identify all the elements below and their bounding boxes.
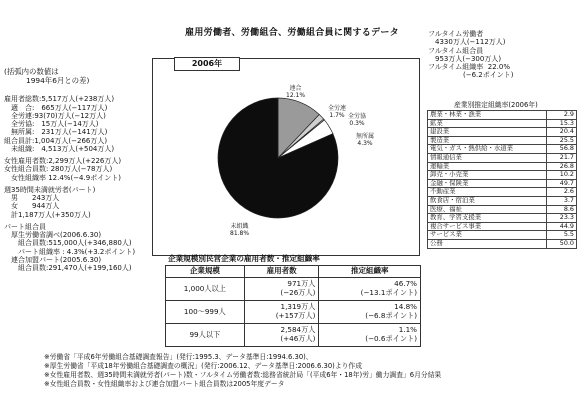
- fulltime-line: フルタイム組織率 22.0%: [428, 63, 510, 71]
- paren-note: (括弧内の数値は: [4, 67, 59, 76]
- industry-rate: 25.5: [546, 136, 576, 145]
- industry-rate: 49.7: [546, 179, 576, 188]
- employees-diff: (+157万人): [275, 310, 316, 320]
- pie-label: [348, 114, 366, 127]
- industry-name: 飲食店・宿泊業: [428, 196, 547, 205]
- left-line: 週35時間未満就労者(パート): [4, 185, 96, 194]
- industry-rate: 20.4: [546, 128, 576, 137]
- industry-row: [428, 196, 577, 205]
- industry-rate: 26.8: [546, 162, 576, 171]
- paren-note-date: 1994年6月との差): [26, 75, 90, 85]
- fulltime-line: フルタイム労働者: [428, 30, 484, 38]
- left-lines: [4, 95, 154, 272]
- industry-row: [428, 128, 577, 137]
- size-table-row: [166, 300, 421, 323]
- industry-row: [428, 214, 577, 223]
- industry-name: 鉱業: [428, 119, 547, 128]
- industry-name: 医療、福祉: [428, 205, 547, 214]
- org-rate-diff: (−13.1ポイント): [360, 287, 417, 297]
- pie-label: [230, 224, 249, 237]
- industry-name: 電気・ガス・熱供給・水道業: [428, 145, 547, 154]
- employees: [244, 300, 319, 323]
- fulltime-summary: [428, 30, 578, 80]
- left-line: 連合加盟パート(2005.6.30): [4, 255, 102, 264]
- fulltime-line: 4330万人(−112万人): [428, 38, 506, 47]
- size-table-row: [166, 277, 421, 300]
- footnotes: [44, 353, 441, 389]
- industry-table: [427, 110, 577, 249]
- industry-name: 複合サービス事業: [428, 222, 547, 231]
- pie-label-pct: 1.7%: [329, 111, 345, 119]
- footnote: ※女性組合員数・女性組織率および連合加盟パート組合員数は2005年度データ: [44, 379, 285, 388]
- footnote: ※労働省「平成6年労働組合基礎調査報告」(発行:1995.3、データ基準日:1994.6.30)、: [44, 353, 313, 361]
- org-rate: [319, 300, 421, 323]
- size-table: [165, 265, 421, 347]
- industry-rate: 2.6: [546, 188, 576, 197]
- pie-labels: [152, 58, 418, 254]
- industry-name: 教育、学習支援業: [428, 214, 547, 223]
- size-table-title: 企業規模別民営企業の雇用者数・推定組織率: [168, 254, 320, 263]
- size-table-header: 雇用者数: [244, 266, 319, 278]
- industry-name: 建設業: [428, 128, 547, 137]
- industry-row: [428, 171, 577, 180]
- fulltime-line: 953万人(−300万人): [428, 54, 502, 63]
- industry-name: 金融・保険業: [428, 179, 547, 188]
- size-table-header: 推定組織率: [319, 266, 421, 278]
- employees-value: 2,584万人: [280, 325, 316, 335]
- org-rate-diff: (−6.8ポイント): [365, 310, 417, 320]
- industry-row: [428, 231, 577, 240]
- page-title: 雇用労働者、労働組合、労働組合員に関するデータ: [185, 28, 399, 38]
- company-size: 99人以下: [166, 323, 245, 346]
- employees-value: 971万人: [287, 279, 316, 289]
- industry-rate: 3.7: [546, 196, 576, 205]
- left-line: パート組織率 : 4.3%(+3.2ポイント): [4, 247, 136, 256]
- industry-row: [428, 153, 577, 162]
- industry-rate: 56.8: [546, 145, 576, 154]
- left-line: 組合員数:515,000人(+346,880人): [4, 239, 132, 248]
- org-rate-diff: (−0.6ポイント): [365, 333, 417, 343]
- industry-rate: 8.6: [546, 205, 576, 214]
- org-rate: [319, 277, 421, 300]
- left-line: 組合員数:291,470人(+199,160人): [4, 264, 132, 273]
- industry-name: 運輸業: [428, 162, 547, 171]
- pie-label-name: 全労協: [348, 113, 367, 120]
- left-line: 全労協: 15万人(−14万人): [4, 120, 99, 129]
- industry-name: 製造業: [428, 136, 547, 145]
- left-summary: [4, 68, 154, 272]
- industry-name: 農業・林業・漁業: [428, 111, 547, 120]
- pie-label-pct: 12.1%: [286, 91, 306, 99]
- left-line: 女 944万人: [4, 202, 60, 211]
- industry-name: 不動産業: [428, 188, 547, 197]
- left-line: 女性組合員数: 280万人(−78万人): [4, 165, 113, 174]
- industry-rate: 10.2: [546, 171, 576, 180]
- footnote: ※女性雇用者数、週35時間未満就労者(パート)数・フルタイム労働者数:総務省統計局「(平成6年・18年)労」働力調査」6月分結果: [44, 370, 442, 379]
- left-line: 女性雇用者数:2,299万人(+226万人): [4, 157, 122, 166]
- industry-name: 卸売・小売業: [428, 171, 547, 180]
- industry-name: 情報通信業: [428, 153, 547, 162]
- fulltime-line: (−6.2ポイント): [428, 71, 514, 80]
- left-line: パート組合員: [4, 222, 46, 231]
- org-rate-value: 14.8%: [394, 302, 417, 312]
- pie-label-pct: 81.8%: [230, 229, 250, 237]
- industry-rate: 2.9: [546, 111, 576, 120]
- pie-label: [286, 86, 305, 99]
- industry-rate: 5.5: [546, 231, 576, 240]
- left-line: 無所属: 231万人(−141万人): [4, 128, 108, 137]
- left-line: 組合員計:1,004万人(−266万人): [4, 136, 108, 145]
- industry-row: [428, 239, 577, 248]
- employees-diff: (−26万人): [280, 287, 316, 297]
- pie-label-name: 無所属: [356, 133, 375, 140]
- pie-label-pct: 4.3%: [357, 139, 373, 147]
- industry-table-title: 産業別推定組織率(2006年): [454, 101, 538, 109]
- left-line: 男 243万人: [4, 194, 60, 203]
- pie-label-pct: 0.3%: [349, 119, 365, 127]
- pie-label-name: 全労連: [328, 105, 347, 112]
- org-rate-value: 1.1%: [398, 325, 417, 335]
- org-rate-value: 46.7%: [394, 279, 417, 289]
- industry-name: サービス業: [428, 231, 547, 240]
- year-badge: 2006年: [174, 57, 240, 71]
- footnote: ※厚生労働省「平成18年労働組合基礎調査の概況」(発行:2006.12、データ基準日:2006.6.30)より作成: [44, 361, 363, 370]
- employees: [244, 277, 319, 300]
- company-size: 1,000人以上: [166, 277, 245, 300]
- size-table-row: [166, 323, 421, 346]
- employees-value: 1,319万人: [280, 302, 316, 312]
- pie-label-name: 連合: [289, 85, 302, 92]
- industry-rate: 50.0: [546, 239, 576, 248]
- size-table-header: 企業規模: [166, 266, 245, 278]
- left-line: 女性組織率 12.4%(−4.9ポイント): [4, 173, 121, 182]
- employees: [244, 323, 319, 346]
- industry-name: 公務: [428, 239, 547, 248]
- left-line: 雇用者総数:5,517万人(+238万人): [4, 95, 115, 104]
- left-line: 全労連:93(70)万人(−12万人): [4, 111, 106, 120]
- industry-row: [428, 119, 577, 128]
- pie-label: [356, 134, 374, 147]
- industry-rate: 44.9: [546, 222, 576, 231]
- pie-label: [328, 106, 346, 119]
- pie-label-name: 未組織: [230, 223, 249, 230]
- industry-row: [428, 111, 577, 120]
- industry-rate: 15.3: [546, 119, 576, 128]
- industry-rate: 21.7: [546, 153, 576, 162]
- industry-rate: 23.3: [546, 214, 576, 223]
- employees-diff: (+46万人): [280, 333, 316, 343]
- left-line: 適 合: 665万人(−117万人): [4, 103, 108, 112]
- left-line: 厚生労働省調べ(2006.6.30): [4, 231, 102, 240]
- left-line: 計1,187万人(+350万人): [4, 210, 91, 219]
- company-size: 100〜999人: [166, 300, 245, 323]
- fulltime-line: フルタイム組合員: [428, 46, 484, 55]
- org-rate: [319, 323, 421, 346]
- left-line: 未組織: 4,513万人(+504万人): [4, 144, 115, 153]
